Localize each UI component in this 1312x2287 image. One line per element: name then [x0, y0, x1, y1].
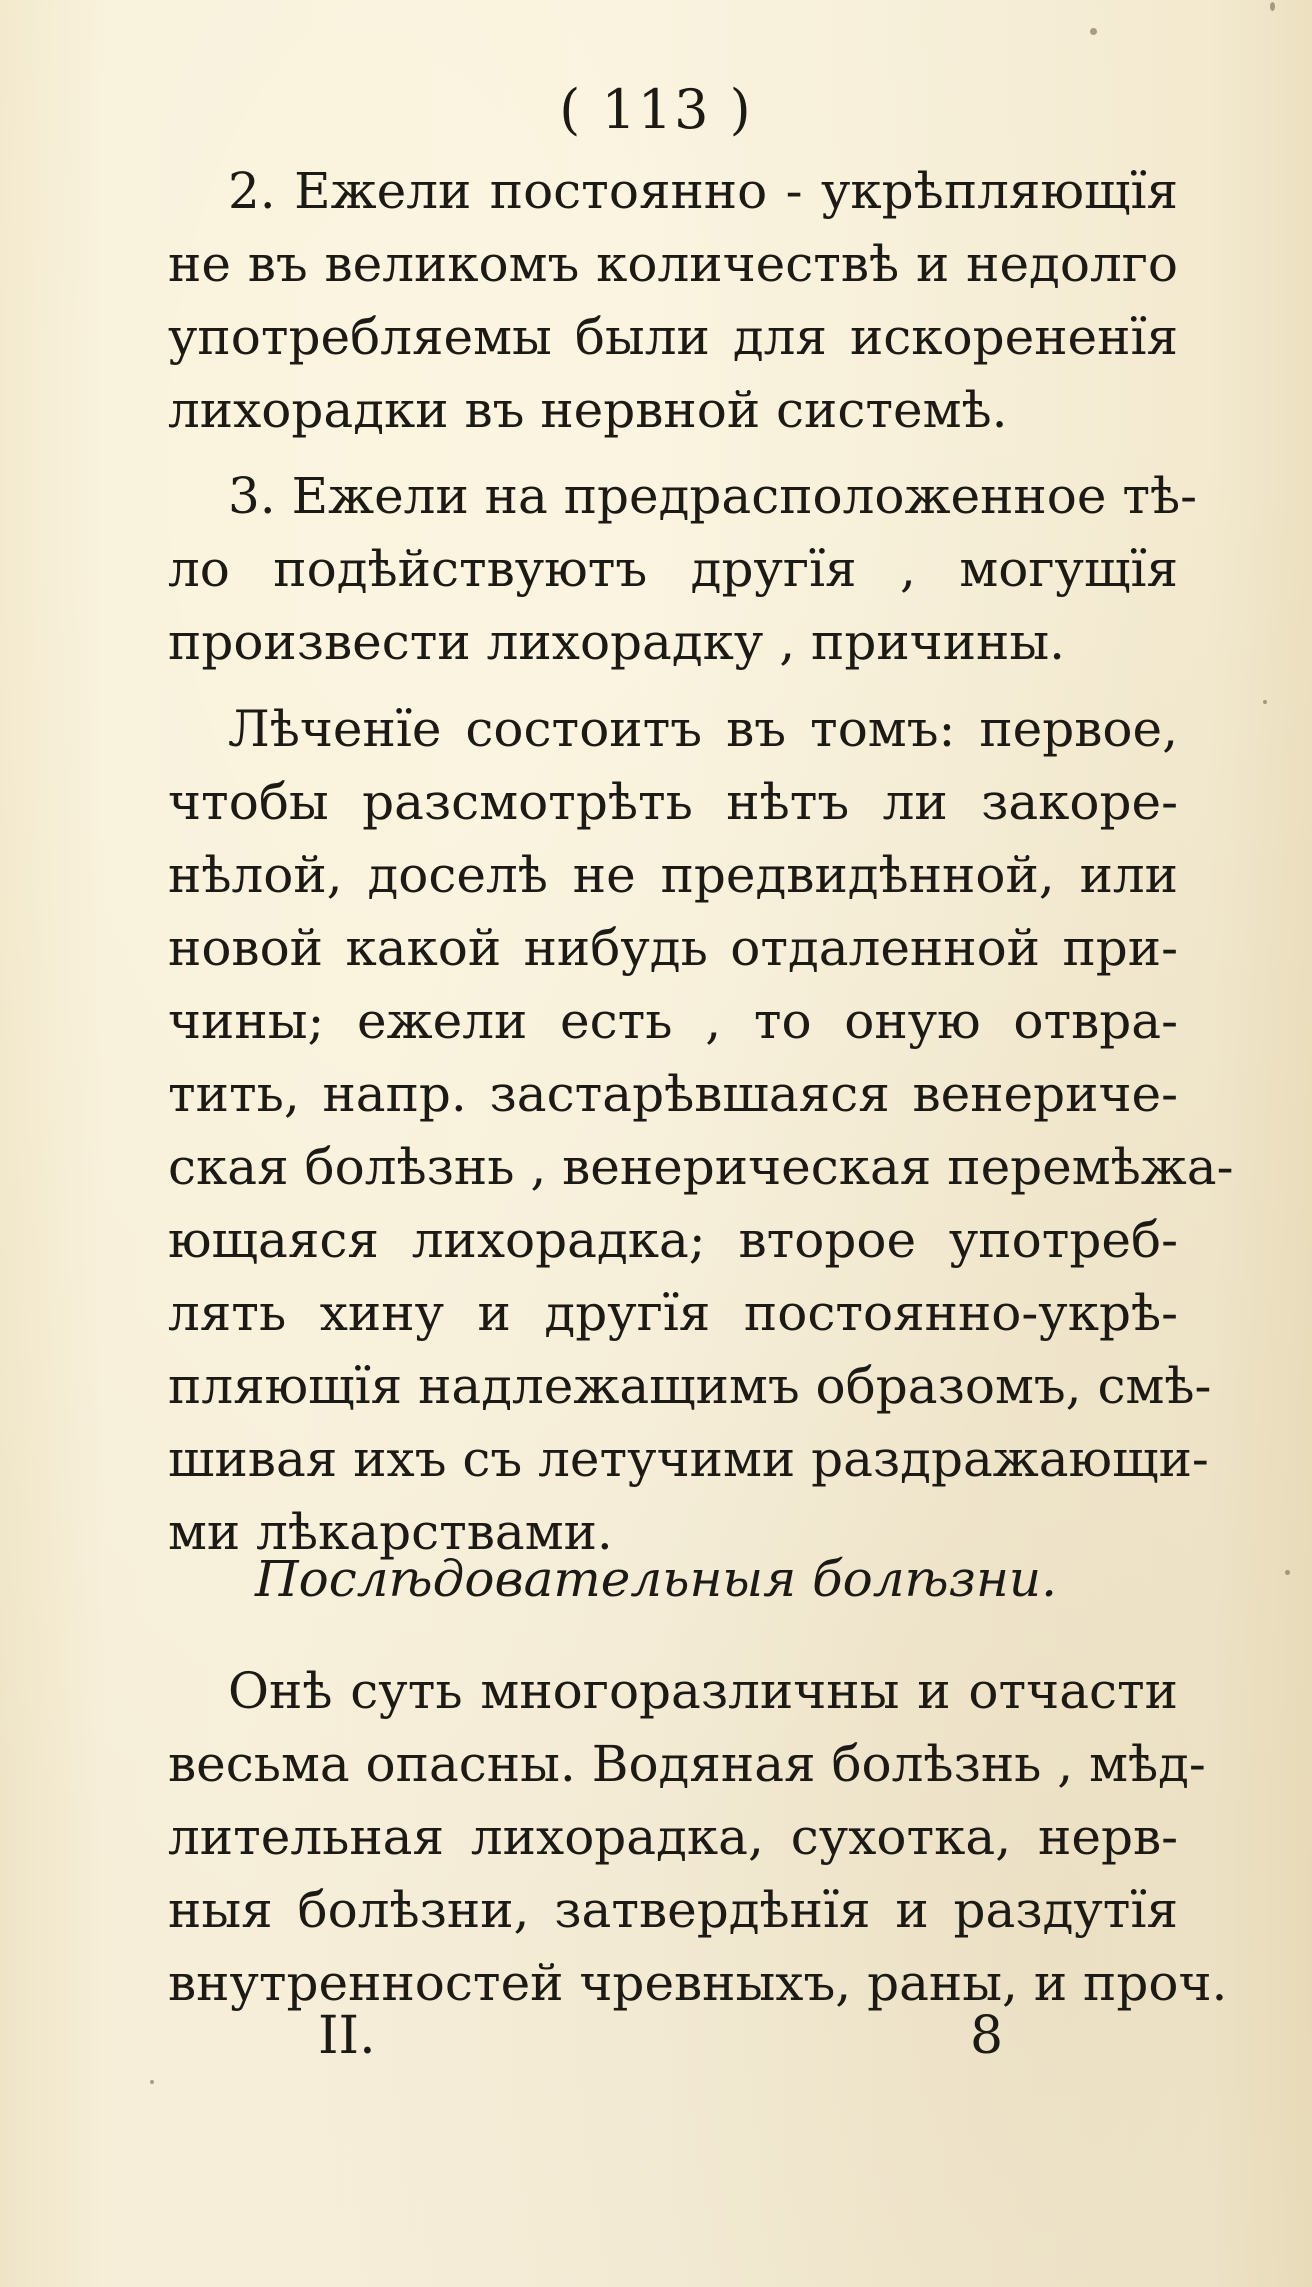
- paper-speck: [1270, 2, 1275, 11]
- paper-speck: [1285, 1570, 1290, 1575]
- text-line: ющаяся лихорадка; второе употреб-: [168, 1211, 1178, 1269]
- paragraph-treatment: [168, 693, 1234, 1569]
- text-line: лять хину и другїя постоянно-укрѣ-: [168, 1284, 1178, 1342]
- text-line: лихорадки въ нервной системѣ.: [168, 381, 1008, 439]
- paragraph-consequences: [168, 1655, 1228, 2020]
- text-line: чины; ежели есть , то оную отвра-: [168, 992, 1178, 1050]
- text-line: лительная лихорадка, сухотка, нерв-: [168, 1808, 1178, 1866]
- text-line: внутренностей чревныхъ, раны, и проч.: [168, 1954, 1228, 2012]
- text-line: ло подѣйствуютъ другїя , могущїя: [168, 540, 1178, 598]
- page-number: ( 113 ): [559, 78, 753, 141]
- text-line: чтобы разсмотрѣть нѣтъ ли закоре-: [168, 773, 1178, 831]
- paper-speck: [1263, 700, 1267, 704]
- text-line: произвести лихорадку , причины.: [168, 613, 1066, 671]
- text-line: весьма опасны. Водяная болѣзнь , мѣд-: [168, 1735, 1206, 1793]
- text-line: ская болѣзнь , венерическая перемѣжа-: [168, 1138, 1234, 1196]
- text-line: не въ великомъ количествѣ и недолго: [168, 235, 1178, 293]
- section-heading: Послѣдовательныя болѣзни.: [255, 1550, 1057, 1608]
- text-line: употребляемы были для искорененїя: [168, 308, 1178, 366]
- text-line: Лѣченїе состоитъ въ томъ: первое,: [228, 700, 1178, 758]
- paper-speck: [1090, 28, 1097, 35]
- paragraph-point-2: [168, 155, 1178, 447]
- text-line: 3. Ежели на предрасположенное тѣ-: [228, 467, 1198, 525]
- text-line: ми лѣкарствами.: [168, 1503, 613, 1561]
- folio-mark: 8: [970, 2006, 1004, 2066]
- text-line: пляющїя надлежащимъ образомъ, смѣ-: [168, 1357, 1212, 1415]
- paragraph-point-3: [168, 460, 1198, 679]
- text-line: тить, напр. застарѣвшаяся венериче-: [168, 1065, 1178, 1123]
- paper-speck: [150, 2080, 154, 2084]
- text-line: новой какой нибудь отдаленной при-: [168, 919, 1178, 977]
- signature-mark: II.: [318, 2006, 376, 2066]
- text-line: Онѣ суть многоразличны и отчасти: [228, 1662, 1178, 1720]
- text-line: шивая ихъ съ летучими раздражающи-: [168, 1430, 1209, 1488]
- text-line: 2. Ежели постоянно - укрѣпляющїя: [228, 162, 1178, 220]
- text-line: нѣлой, доселѣ не предвидѣнной, или: [168, 846, 1178, 904]
- text-line: ныя болѣзни, затвердѣнїя и раздутїя: [168, 1881, 1178, 1939]
